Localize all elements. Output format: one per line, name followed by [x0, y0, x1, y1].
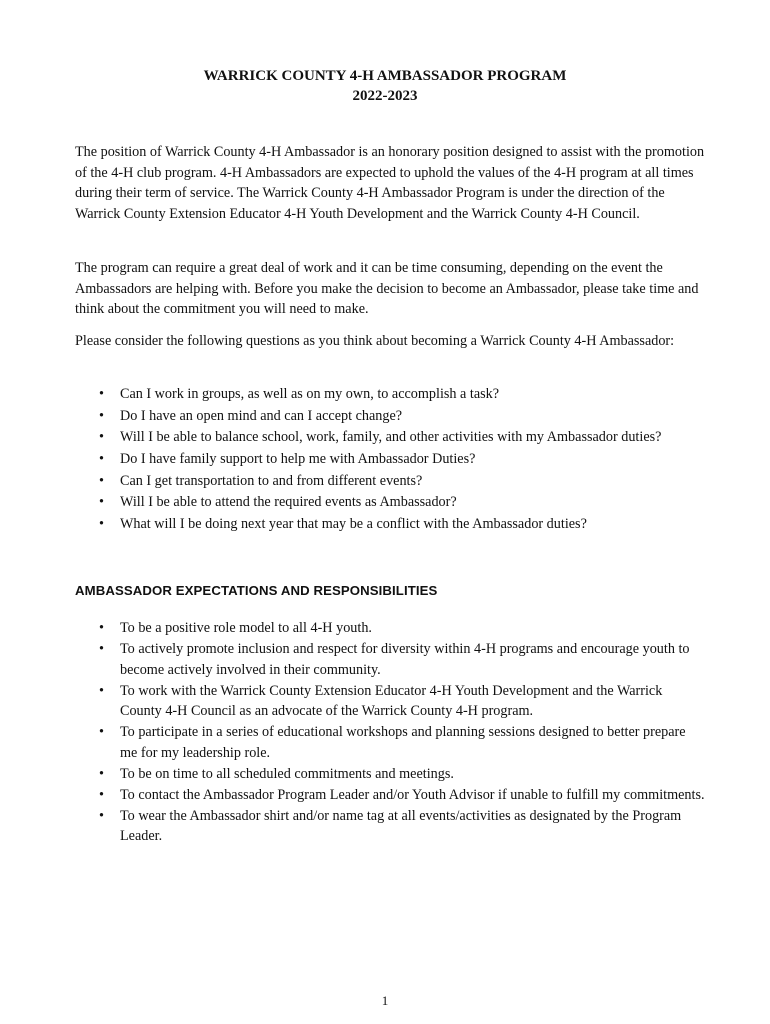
bullet-icon: • — [99, 386, 104, 402]
bullet-icon: • — [99, 786, 104, 803]
responsibility-text: To work with the Warrick County Extension Educator 4-H Youth Development and the Warrick County 4-H Council as an advocate of the Warrick County 4-H program. — [120, 682, 663, 719]
question-text: Can I get transportation to and from different events? — [120, 472, 423, 489]
bullet-icon: • — [99, 429, 104, 446]
bullet-icon: • — [99, 724, 104, 740]
document-title — [0, 66, 770, 106]
bullet-icon: • — [99, 516, 104, 533]
question-text: Do I have an open mind and can I accept change? — [120, 407, 403, 424]
bullet-icon: • — [99, 765, 104, 782]
list-item — [75, 451, 705, 468]
list-item — [75, 806, 705, 847]
bullet-icon: • — [99, 807, 104, 824]
bullet-icon: • — [99, 472, 104, 489]
list-item — [75, 681, 705, 722]
question-text: Will I be able to balance school, work, family, and other activities with my Ambassador duties? — [120, 429, 662, 446]
list-item — [75, 639, 705, 680]
list-item — [75, 722, 705, 763]
list-item — [75, 494, 705, 511]
bullet-icon: • — [99, 641, 104, 657]
commitment-paragraph: The program can require a great deal of work and it can be time consuming, depending on the event the Ambassadors are helping with. Before you make the decision to become an Ambassador, please take time and think about the commitment you will need to make. — [75, 260, 699, 317]
consider-paragraph: Please consider the following questions as you think about becoming a Warrick County 4-H Ambassador: — [75, 333, 675, 349]
bullet-icon: • — [99, 494, 104, 511]
bullet-icon: • — [99, 451, 104, 468]
list-item — [75, 618, 705, 639]
responsibility-text: To wear the Ambassador shirt and/or name tag at all events/activities as designated by the Program Leader. — [120, 807, 682, 844]
responsibility-text: To actively promote inclusion and respect for diversity within 4-H programs and encourage youth to become actively involved in their community. — [120, 641, 690, 678]
section-heading: AMBASSADOR EXPECTATIONS AND RESPONSIBILITIES — [75, 583, 438, 598]
list-item — [75, 785, 705, 806]
question-text: What will I be doing next year that may be a conflict with the Ambassador duties? — [120, 516, 587, 533]
responsibility-text: To participate in a series of educational workshops and planning sessions designed to better prepare me for my leadership role. — [120, 724, 686, 761]
list-item — [75, 386, 705, 403]
question-text: Can I work in groups, as well as on my own, to accomplish a task? — [120, 386, 500, 402]
responsibility-text: To be on time to all scheduled commitments and meetings. — [120, 765, 454, 782]
page-number: 1 — [381, 993, 389, 1008]
responsibilities-list — [75, 618, 705, 847]
title-line-year: 2022-2023 — [352, 88, 418, 104]
responsibility-text: To contact the Ambassador Program Leader and/or Youth Advisor if unable to fulfill my commitments. — [120, 786, 705, 803]
questions-list — [75, 386, 705, 538]
question-text: Will I be able to attend the required events as Ambassador? — [120, 494, 457, 511]
list-item — [75, 516, 705, 533]
bullet-icon: • — [99, 682, 104, 699]
question-text: Do I have family support to help me with Ambassador Duties? — [120, 451, 476, 468]
bullet-icon: • — [99, 407, 104, 424]
bullet-icon: • — [99, 620, 104, 636]
list-item — [75, 764, 705, 785]
title-line-program: WARRICK COUNTY 4-H AMBASSADOR PROGRAM — [203, 68, 567, 84]
list-item — [75, 408, 705, 425]
responsibility-text: To be a positive role model to all 4-H youth. — [120, 620, 372, 636]
intro-paragraph: The position of Warrick County 4-H Ambassador is an honorary position designed to assist with the promotion of the 4-H club program. 4-H Ambassadors are expected to uphold the values of the 4-H program at all times during their term of service. The Warrick County 4-H Ambassador Program is under the direction of the Warrick County Extension Educator 4-H Youth Development and the Warrick County 4-H Council. — [75, 144, 705, 222]
list-item — [75, 473, 705, 490]
list-item — [75, 429, 705, 446]
